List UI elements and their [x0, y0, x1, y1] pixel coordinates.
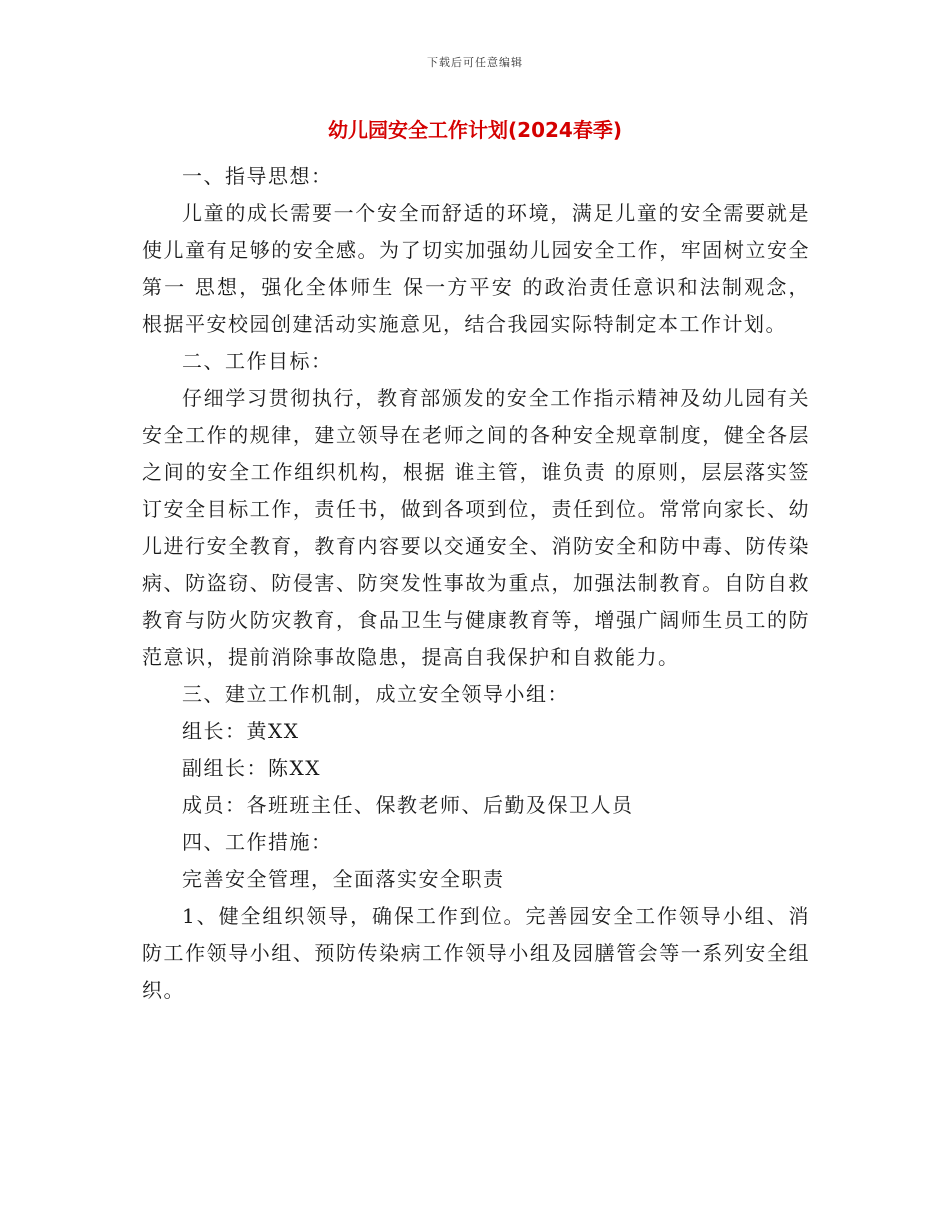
section-heading-work-goals: 二、工作目标：: [182, 349, 333, 373]
section-heading-work-measures: 四、工作措施：: [182, 830, 333, 854]
document-title: 幼儿园安全工作计划(2024春季): [328, 118, 622, 142]
header-note: 下载后可任意编辑: [427, 56, 523, 69]
section-heading-work-mechanism: 三、建立工作机制，成立安全领导小组：: [182, 682, 569, 706]
team-members: 成员：各班班主任、保教老师、后勤及保卫人员: [182, 793, 634, 817]
deputy-team-leader: 副组长：陈XX: [182, 756, 321, 780]
paragraph-measure-1: 1、健全组织领导，确保工作到位。完善园安全工作领导小组、消防工作领导小组、预防传染病工作领导小组及园膳管会等一系列安全组织。: [142, 904, 810, 1002]
team-leader: 组长：黄XX: [182, 719, 300, 743]
subheading-safety-management: 完善安全管理，全面落实安全职责: [182, 867, 505, 891]
document-body: [142, 158, 810, 1009]
paragraph-guiding-ideology: 儿童的成长需要一个安全而舒适的环境，满足儿童的安全需要就是使儿童有足够的安全感。为了切实加强幼儿园安全工作，牢固树立安全第一 思想，强化全体师生 保一方平安 的政治责任意识和法制观念，根据平安校园创建活动实施意见，结合我园实际特制定本工作计划。: [142, 201, 810, 336]
paragraph-work-goals: 仔细学习贯彻执行，教育部颁发的安全工作指示精神及幼儿园有关安全工作的规律，建立领导在老师之间的各种安全规章制度，健全各层之间的安全工作组织机构，根据 谁主管，谁负责 的原则，层层落实签订安全目标工作，责任书，做到各项到位，责任到位。常常向家长、幼儿进行安全教育，教育内容要以交通安全、消防安全和防中毒、防传染病、防盗窃、防侵害、防突发性事故为重点，加强法制教育。自防自救教育与防火防灾教育，食品卫生与健康教育等，增强广阔师生员工的防范意识，提前消除事故隐患，提高自我保护和自救能力。: [142, 386, 810, 669]
section-heading-guiding-ideology: 一、指导思想：: [182, 164, 333, 188]
